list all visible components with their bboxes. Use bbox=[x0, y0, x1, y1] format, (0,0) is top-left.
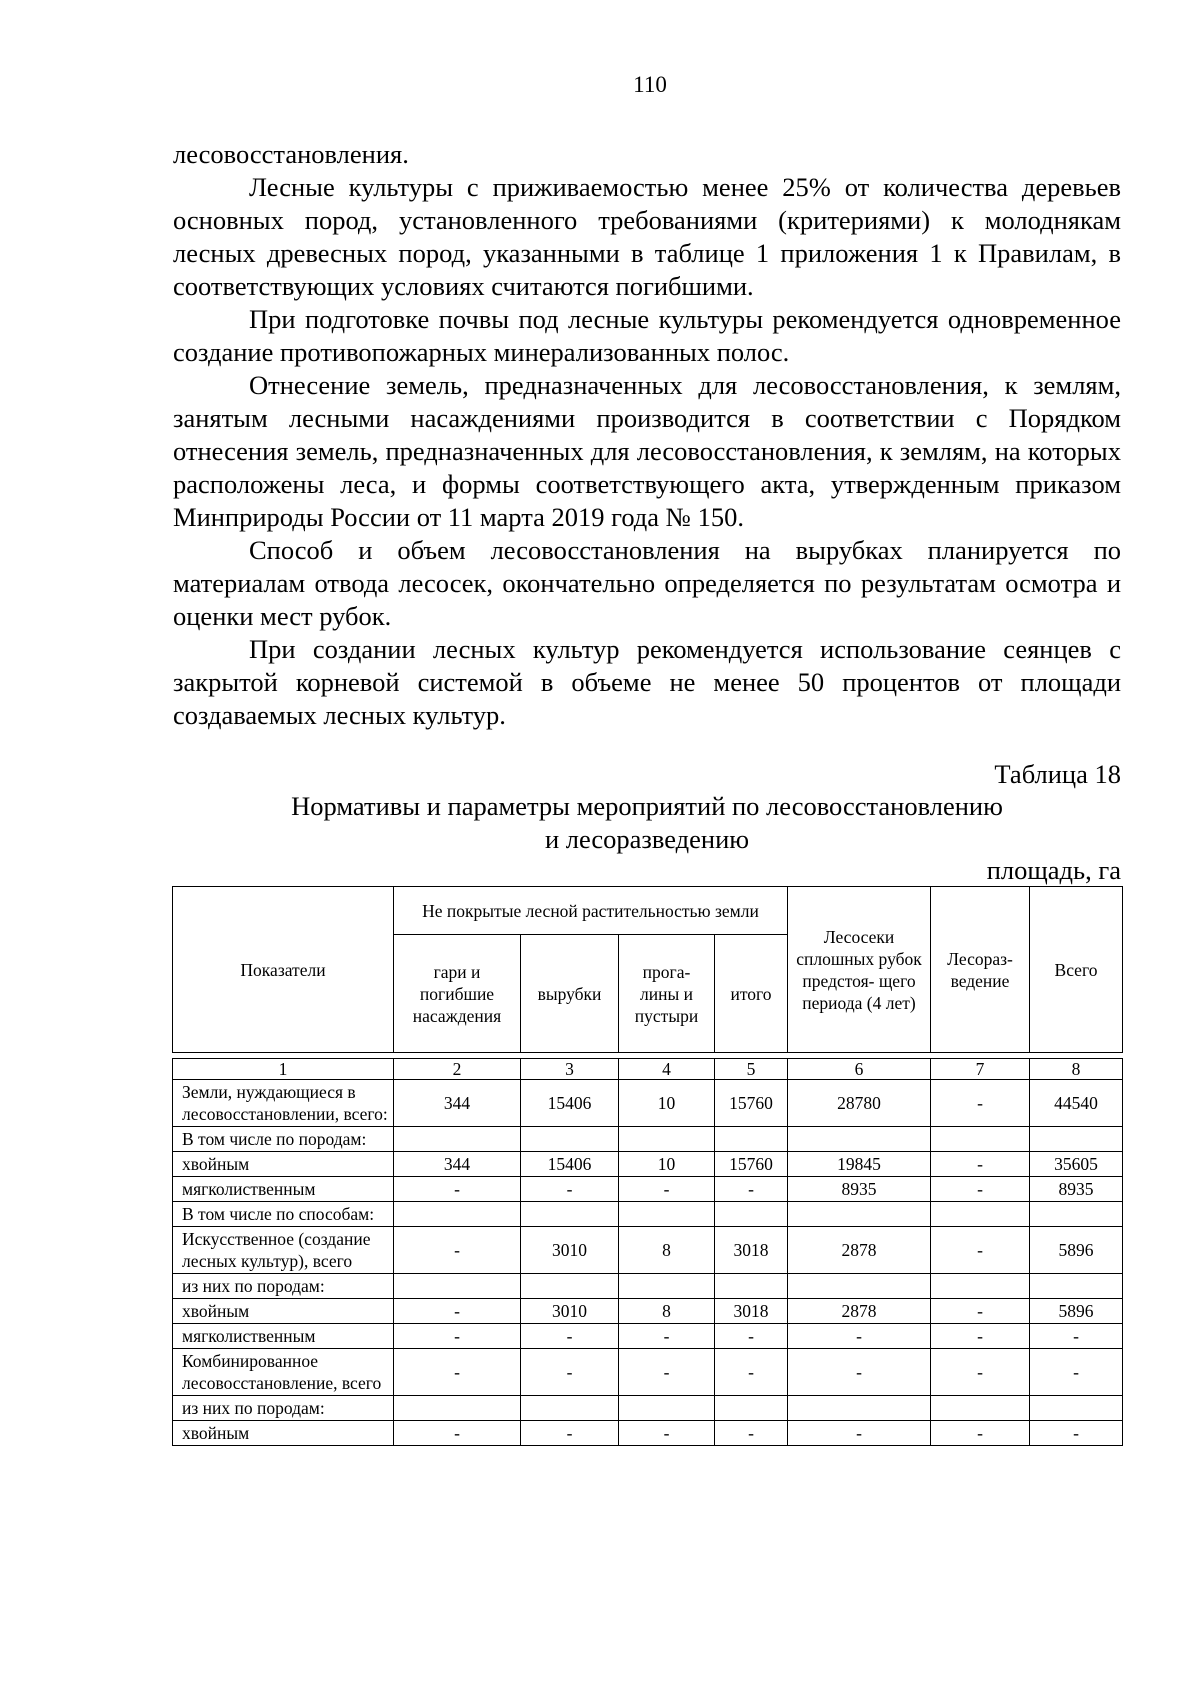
paragraph: Лесные культуры с приживаемостью менее 25% от количества деревьев основных пород, установленного требованиями (критериями) к молоднякам лесных древесных пород, указанными в таблице 1 приложения 1 к Правилам, в соответствующих условиях считаются погибшими. bbox=[173, 172, 1121, 301]
column-number: 4 bbox=[619, 1059, 715, 1080]
table-row bbox=[173, 1421, 1123, 1446]
table-title bbox=[173, 790, 1121, 856]
row-label: из них по породам: bbox=[173, 1396, 394, 1421]
header-subtotal: итого bbox=[715, 935, 788, 1053]
table-cell bbox=[521, 1127, 619, 1152]
table-cell bbox=[394, 1274, 521, 1299]
row-label: Земли, нуждающиеся в лесовосстановлении, всего: bbox=[173, 1080, 394, 1127]
table-cell: 15760 bbox=[715, 1080, 788, 1127]
table-row bbox=[173, 1227, 1123, 1274]
header-glades: прога- лины и пустыри bbox=[619, 935, 715, 1053]
table-cell: 2878 bbox=[788, 1299, 931, 1324]
column-number: 7 bbox=[931, 1059, 1030, 1080]
row-label: В том числе по породам: bbox=[173, 1127, 394, 1152]
table-cell: - bbox=[788, 1421, 931, 1446]
table-cell bbox=[394, 1127, 521, 1152]
table-row bbox=[173, 1080, 1123, 1127]
header-cuttings: вырубки bbox=[521, 935, 619, 1053]
column-number: 1 bbox=[173, 1059, 394, 1080]
table-row bbox=[173, 1274, 1123, 1299]
table-cell: - bbox=[715, 1324, 788, 1349]
table-row bbox=[173, 1396, 1123, 1421]
table-cell: 28780 bbox=[788, 1080, 931, 1127]
table-cell: - bbox=[931, 1227, 1030, 1274]
table-cell: - bbox=[1030, 1421, 1123, 1446]
row-label: мягколиственным bbox=[173, 1324, 394, 1349]
table-cell: - bbox=[715, 1177, 788, 1202]
units-label: площадь, га bbox=[986, 855, 1121, 885]
table-cell: - bbox=[1030, 1324, 1123, 1349]
table-cell: - bbox=[394, 1299, 521, 1324]
table-cell: 8 bbox=[619, 1299, 715, 1324]
table-row bbox=[173, 1177, 1123, 1202]
table-cell bbox=[1030, 1127, 1123, 1152]
table-cell: - bbox=[931, 1152, 1030, 1177]
table-cell: - bbox=[394, 1349, 521, 1396]
table-cell: - bbox=[394, 1421, 521, 1446]
table-cell bbox=[1030, 1396, 1123, 1421]
table-title-line: Нормативы и параметры мероприятий по лесовосстановлению bbox=[291, 791, 1003, 821]
table-cell bbox=[521, 1274, 619, 1299]
header-burned: гари и погибшие насаждения bbox=[394, 935, 521, 1053]
table-cell bbox=[788, 1396, 931, 1421]
row-label: В том числе по способам: bbox=[173, 1202, 394, 1227]
column-number: 5 bbox=[715, 1059, 788, 1080]
table-cell: - bbox=[788, 1349, 931, 1396]
table-cell: - bbox=[394, 1324, 521, 1349]
table-cell bbox=[715, 1127, 788, 1152]
column-number-row bbox=[173, 1059, 1123, 1080]
table-cell: - bbox=[619, 1421, 715, 1446]
table-cell bbox=[788, 1202, 931, 1227]
table-cell bbox=[715, 1202, 788, 1227]
paragraph: При создании лесных культур рекомендуется использование сеянцев с закрытой корневой системой в объеме не менее 50 процентов от площади создаваемых лесных культур. bbox=[173, 634, 1121, 730]
table-cell bbox=[619, 1202, 715, 1227]
table-cell: - bbox=[521, 1349, 619, 1396]
table-cell: 15406 bbox=[521, 1152, 619, 1177]
table-cell bbox=[1030, 1274, 1123, 1299]
table-cell bbox=[394, 1202, 521, 1227]
table-cell: 5896 bbox=[1030, 1227, 1123, 1274]
header-total: Всего bbox=[1030, 887, 1123, 1053]
header-indicators: Показатели bbox=[173, 887, 394, 1053]
table-cell: 3010 bbox=[521, 1299, 619, 1324]
table-cell bbox=[619, 1127, 715, 1152]
table-cell: - bbox=[619, 1177, 715, 1202]
header-afforestation: Лесораз- ведение bbox=[931, 887, 1030, 1053]
table-cell bbox=[931, 1127, 1030, 1152]
table-cell: 10 bbox=[619, 1152, 715, 1177]
table-cell bbox=[931, 1396, 1030, 1421]
header-not-covered-group: Не покрытые лесной растительностью земли bbox=[394, 887, 788, 935]
table-cell: 19845 bbox=[788, 1152, 931, 1177]
paragraph: Способ и объем лесовосстановления на вырубках планируется по материалам отвода лесосек, окончательно определяется по результатам осмотра и оценки мест рубок. bbox=[173, 535, 1121, 631]
header-clearcut-plots: Лесосеки сплошных рубок предстоя- щего периода (4 лет) bbox=[788, 887, 931, 1053]
table-cell: - bbox=[394, 1227, 521, 1274]
table-cell: - bbox=[715, 1349, 788, 1396]
paragraph: лесовосстановления. bbox=[173, 139, 409, 169]
row-label: мягколиственным bbox=[173, 1177, 394, 1202]
row-label: хвойным bbox=[173, 1152, 394, 1177]
table-cell: - bbox=[1030, 1349, 1123, 1396]
table-cell: 8935 bbox=[1030, 1177, 1123, 1202]
table-cell: - bbox=[521, 1177, 619, 1202]
table-title-line: и лесоразведению bbox=[544, 824, 750, 854]
table-cell: 15406 bbox=[521, 1080, 619, 1127]
table-row bbox=[173, 1152, 1123, 1177]
table-label: Таблица 18 bbox=[994, 759, 1121, 789]
body-text bbox=[173, 138, 1121, 732]
table-cell bbox=[1030, 1202, 1123, 1227]
row-label: хвойным bbox=[173, 1299, 394, 1324]
table-row bbox=[173, 1202, 1123, 1227]
table-cell bbox=[394, 1396, 521, 1421]
table-cell: - bbox=[521, 1421, 619, 1446]
table-cell bbox=[521, 1202, 619, 1227]
column-number: 3 bbox=[521, 1059, 619, 1080]
table-cell bbox=[788, 1274, 931, 1299]
table-cell: - bbox=[619, 1349, 715, 1396]
table-cell: - bbox=[931, 1299, 1030, 1324]
table-cell bbox=[788, 1127, 931, 1152]
row-label: хвойным bbox=[173, 1421, 394, 1446]
table-cell: 344 bbox=[394, 1080, 521, 1127]
page-number: 110 bbox=[633, 72, 667, 97]
table-cell: - bbox=[931, 1177, 1030, 1202]
table-cell: 44540 bbox=[1030, 1080, 1123, 1127]
paragraph: Отнесение земель, предназначенных для лесовосстановления, к землям, занятым лесными насаждениями производится в соответствии с Порядком отнесения земель, предназначенных для лесовосстановления, к землям, на которых расположены леса, и формы соответствующего акта, утвержденным приказом Минприроды России от 11 марта 2019 года № 150. bbox=[173, 370, 1121, 532]
table-cell: - bbox=[931, 1421, 1030, 1446]
paragraph: При подготовке почвы под лесные культуры рекомендуется одновременное создание противопожарных минерализованных полос. bbox=[173, 304, 1121, 367]
norms-table bbox=[172, 886, 1123, 1446]
row-label: Комбинированное лесовосстановление, всего bbox=[173, 1349, 394, 1396]
table-cell: 3010 bbox=[521, 1227, 619, 1274]
table-cell: 15760 bbox=[715, 1152, 788, 1177]
table-cell bbox=[521, 1396, 619, 1421]
table-cell: 8 bbox=[619, 1227, 715, 1274]
table-row bbox=[173, 1349, 1123, 1396]
table-cell bbox=[931, 1202, 1030, 1227]
table-cell bbox=[715, 1396, 788, 1421]
table-cell: 8935 bbox=[788, 1177, 931, 1202]
row-label: Искусственное (создание лесных культур), всего bbox=[173, 1227, 394, 1274]
table-cell: 2878 bbox=[788, 1227, 931, 1274]
table-cell: 3018 bbox=[715, 1227, 788, 1274]
table-cell: 5896 bbox=[1030, 1299, 1123, 1324]
column-number: 6 bbox=[788, 1059, 931, 1080]
table-cell: - bbox=[931, 1080, 1030, 1127]
table-cell: - bbox=[788, 1324, 931, 1349]
table-cell: - bbox=[931, 1324, 1030, 1349]
table-cell: - bbox=[931, 1349, 1030, 1396]
row-label: из них по породам: bbox=[173, 1274, 394, 1299]
table-cell: - bbox=[521, 1324, 619, 1349]
table-cell bbox=[619, 1274, 715, 1299]
table-row bbox=[173, 1299, 1123, 1324]
table-row bbox=[173, 1324, 1123, 1349]
table-cell: 35605 bbox=[1030, 1152, 1123, 1177]
column-number: 8 bbox=[1030, 1059, 1123, 1080]
table-cell: - bbox=[619, 1324, 715, 1349]
column-number: 2 bbox=[394, 1059, 521, 1080]
table-cell bbox=[715, 1274, 788, 1299]
table-cell bbox=[931, 1274, 1030, 1299]
table-row bbox=[173, 1127, 1123, 1152]
table-cell bbox=[619, 1396, 715, 1421]
table-cell: 10 bbox=[619, 1080, 715, 1127]
table-cell: 344 bbox=[394, 1152, 521, 1177]
table-cell: - bbox=[394, 1177, 521, 1202]
table-cell: 3018 bbox=[715, 1299, 788, 1324]
table-cell: - bbox=[715, 1421, 788, 1446]
